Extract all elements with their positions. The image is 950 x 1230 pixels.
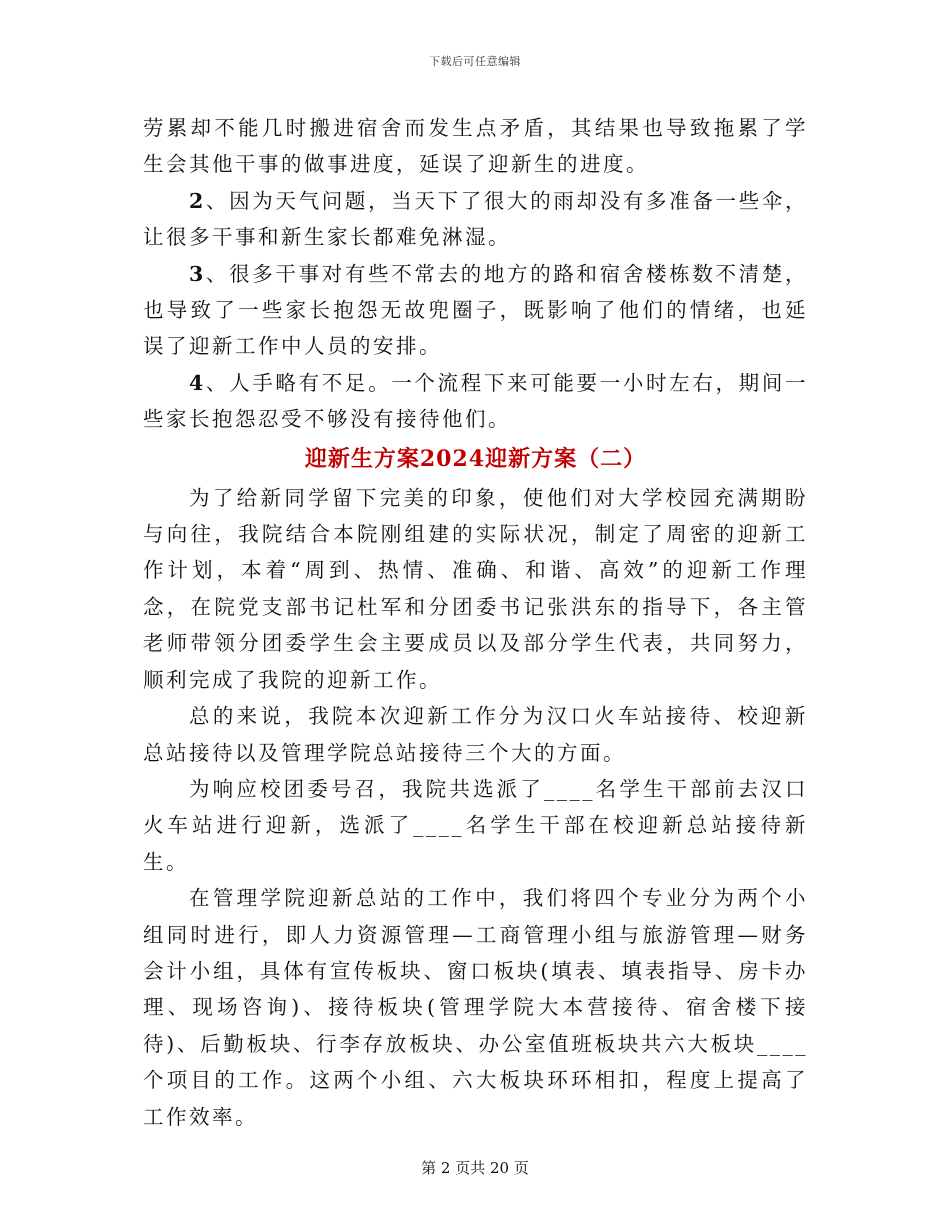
page-footer: 第 2 页共 20 页 (421, 1159, 529, 1177)
item-number: 3 (189, 261, 206, 286)
document-body (143, 110, 808, 1135)
section-title: 迎新生方案2024迎新方案（二） (304, 445, 647, 472)
item-number: 4 (189, 370, 206, 395)
page-header: 下载后可任意编辑 (429, 55, 521, 68)
item-number: 2 (189, 188, 206, 213)
paragraph-staffing: 为响应校团委号召，我院共选派了____名学生干部前去汉口火车站进行迎新，选派了____名学生干部在校迎新总站接待新生。 (143, 776, 808, 874)
list-item-3 (143, 256, 808, 365)
item-text: 、因为天气问题，当天下了很大的雨却没有多准备一些伞，让很多干事和新生家长都难免淋湿。 (143, 188, 808, 250)
paragraph-groups: 在管理学院迎新总站的工作中，我们将四个专业分为两个小组同时进行，即人力资源管理—工商管理小组与旅游管理—财务会计小组，具体有宣传板块、窗口板块(填表、填表指导、房卡办理、现场咨询)、接待板块(管理学院大本营接待、宿舍楼下接待)、后勤板块、行李存放板块、办公室值班板块共六大板块____个项目的工作。这两个小组、六大板块环环相扣，程度上提高了工作效率。 (143, 886, 808, 1129)
paragraph-continued: 劳累却不能几时搬进宿舍而发生点矛盾，其结果也导致拖累了学生会其他干事的做事进度，延误了迎新生的进度。 (143, 116, 808, 177)
list-item-2 (143, 183, 808, 256)
item-text: 、很多干事对有些不常去的地方的路和宿舍楼栋数不清楚，也导致了一些家长抱怨无故兜圈子，既影响了他们的情绪，也延误了迎新工作中人员的安排。 (143, 261, 808, 359)
paragraph-overview: 总的来说，我院本次迎新工作分为汉口火车站接待、校迎新总站接待以及管理学院总站接待三个大的方面。 (143, 704, 808, 765)
item-text: 、人手略有不足。一个流程下来可能要一小时左右，期间一些家长抱怨忍受不够没有接待他们。 (143, 370, 808, 432)
list-item-4 (143, 365, 808, 438)
paragraph-intro: 为了给新同学留下完美的印象，使他们对大学校园充满期盼与向往，我院结合本院刚组建的实际状况，制定了周密的迎新工作计划，本着“周到、热情、准确、和谐、高效”的迎新工作理念，在院党支部书记杜军和分团委书记张洪东的指导下，各主管老师带领分团委学生会主要成员以及部分学生代表，共同努力，顺利完成了我院的迎新工作。 (143, 485, 808, 692)
